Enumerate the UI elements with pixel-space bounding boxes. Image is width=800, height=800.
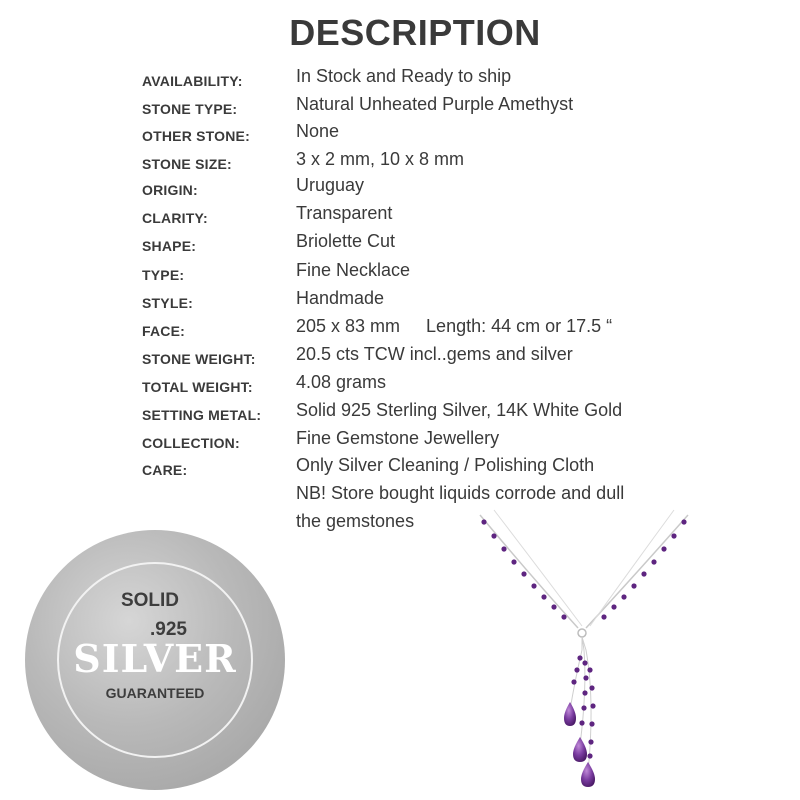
spec-label: STYLE: <box>142 295 193 311</box>
amethyst-necklace-image <box>460 500 740 795</box>
badge-silver-text: SILVER <box>73 636 237 681</box>
spec-label: FACE: <box>142 323 185 339</box>
spec-label: ORIGIN: <box>142 182 198 198</box>
spec-row-shape <box>0 231 800 259</box>
spec-label: TOTAL WEIGHT: <box>142 379 253 395</box>
spec-value: 4.08 grams <box>296 372 387 392</box>
spec-label: STONE SIZE: <box>142 156 232 172</box>
spec-label: SETTING METAL: <box>142 407 262 423</box>
page-title: DESCRIPTION <box>289 12 541 53</box>
spec-value: Handmade <box>296 288 385 308</box>
spec-value <box>296 316 612 337</box>
spec-row-clarity <box>0 203 800 231</box>
spec-value: Fine Necklace <box>296 260 411 280</box>
badge-925-text: .925 <box>150 619 187 640</box>
spec-label: AVAILABILITY: <box>142 73 243 89</box>
spec-value: Briolette Cut <box>296 231 396 251</box>
spec-value: None <box>296 121 340 141</box>
spec-label: COLLECTION: <box>142 435 240 451</box>
spec-value: 3 x 2 mm, 10 x 8 mm <box>296 149 465 169</box>
spec-value: Solid 925 Sterling Silver, 14K White Gold <box>296 400 623 420</box>
spec-value: Transparent <box>296 203 393 223</box>
spec-row-collection <box>0 428 800 456</box>
spec-label: SHAPE: <box>142 238 197 254</box>
care-note-line2: the gemstones <box>296 511 415 531</box>
spec-row-stone-weight <box>0 344 800 372</box>
badge-guaranteed-text: GUARANTEED <box>105 685 205 701</box>
spec-row-face <box>0 316 800 344</box>
spec-row-other-stone <box>0 121 800 149</box>
spec-row-setting-metal <box>0 400 800 428</box>
spec-row-total-weight <box>0 372 800 400</box>
spec-label: STONE TYPE: <box>142 101 238 117</box>
spec-label: OTHER STONE: <box>142 128 250 144</box>
spec-row-style <box>0 288 800 316</box>
badge-solid-text: SOLID <box>120 590 180 611</box>
spec-label: CARE: <box>142 462 188 478</box>
necklace-length: Length: 44 cm or 17.5 “ <box>426 316 613 336</box>
spec-row-availability <box>0 66 800 94</box>
spec-value: In Stock and Ready to ship <box>296 66 512 86</box>
spec-label: CLARITY: <box>142 210 208 226</box>
spec-value: Fine Gemstone Jewellery <box>296 428 500 448</box>
spec-value: Only Silver Cleaning / Polishing Cloth <box>296 455 595 475</box>
spec-value: Natural Unheated Purple Amethyst <box>296 94 574 114</box>
spec-value: 20.5 cts TCW incl..gems and silver <box>296 344 573 364</box>
spec-row-origin <box>0 175 800 203</box>
spec-row-type <box>0 260 800 288</box>
spec-value: Uruguay <box>296 175 365 195</box>
face-dimensions: 205 x 83 mm <box>296 316 401 336</box>
spec-row-stone-type <box>0 94 800 122</box>
spec-row-care <box>0 455 800 483</box>
spec-label: TYPE: <box>142 267 185 283</box>
spec-label: STONE WEIGHT: <box>142 351 256 367</box>
spec-row-stone-size <box>0 149 800 177</box>
care-note-line1: NB! Store bought liquids corrode and dull <box>296 483 625 503</box>
